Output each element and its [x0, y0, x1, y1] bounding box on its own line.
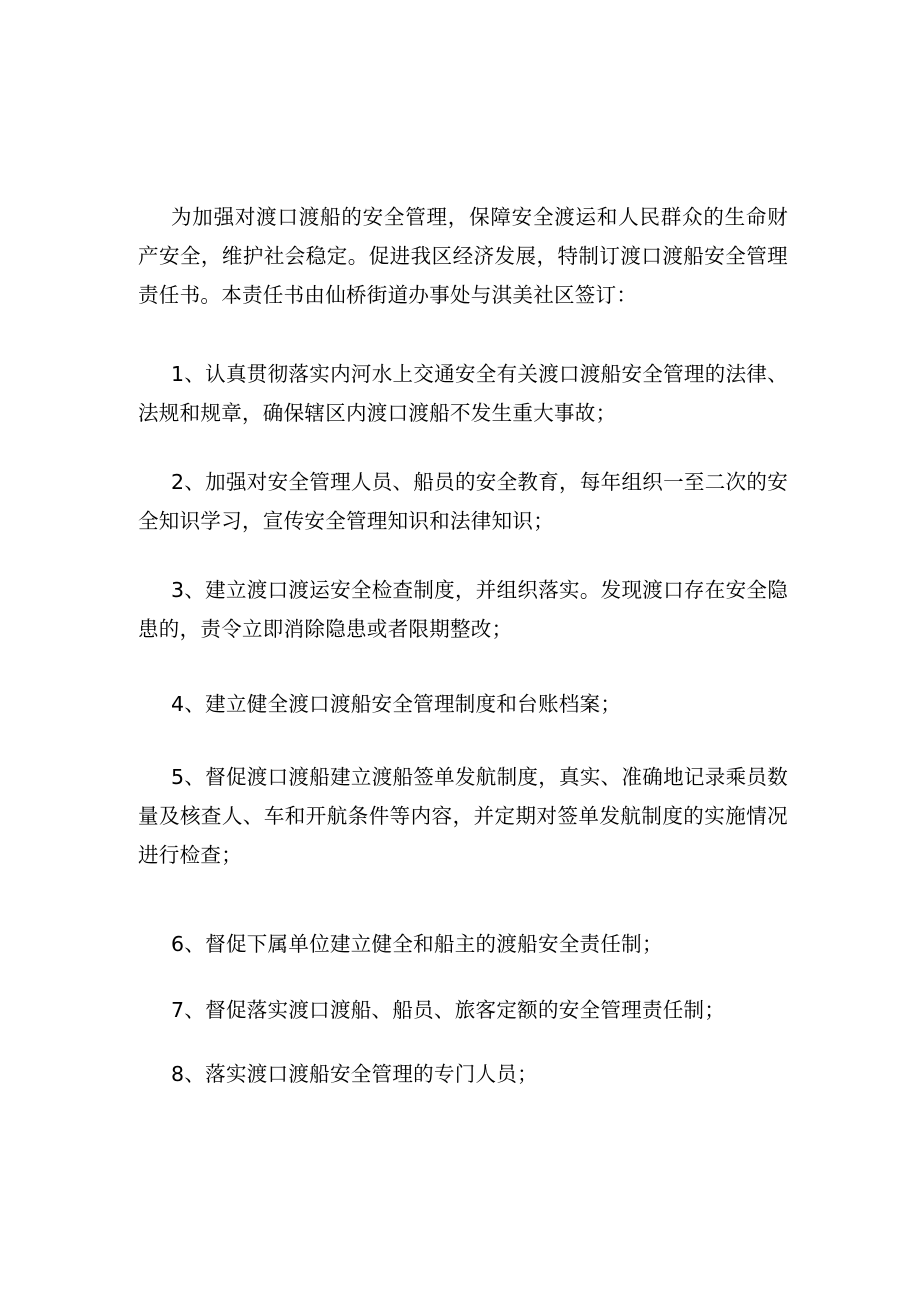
intro-paragraph: 为加强对渡口渡船的安全管理，保障安全渡运和人民群众的生命财产安全，维护社会稳定。促进我区经济发展，特制订渡口渡船安全管理责任书。本责任书由仙桥街道办事处与淇美社区签订： [138, 205, 788, 307]
clause-2: 2、加强对安全管理人员、船员的安全教育，每年组织一至二次的安全知识学习，宣传安全管理知识和法律知识； [138, 470, 788, 533]
clause-1: 1、认真贯彻落实内河水上交通安全有关渡口渡船安全管理的法律、法规和规章，确保辖区内渡口渡船不发生重大事故； [138, 362, 788, 425]
clause-7: 7、督促落实渡口渡船、船员、旅客定额的安全管理责任制； [171, 998, 726, 1022]
clause-8: 8、落实渡口渡船安全管理的专门人员； [171, 1062, 538, 1086]
clause-6: 6、督促下属单位建立健全和船主的渡船安全责任制； [171, 932, 663, 956]
clause-5: 5、督促渡口渡船建立渡船签单发航制度，真实、准确地记录乘员数量及核查人、车和开航条件等内容，并定期对签单发航制度的实施情况进行检查； [138, 765, 788, 867]
clause-3: 3、建立渡口渡运安全检查制度，并组织落实。发现渡口存在安全隐患的，责令立即消除隐患或者限期整改； [138, 578, 788, 641]
clause-4: 4、建立健全渡口渡船安全管理制度和台账档案； [171, 692, 622, 716]
